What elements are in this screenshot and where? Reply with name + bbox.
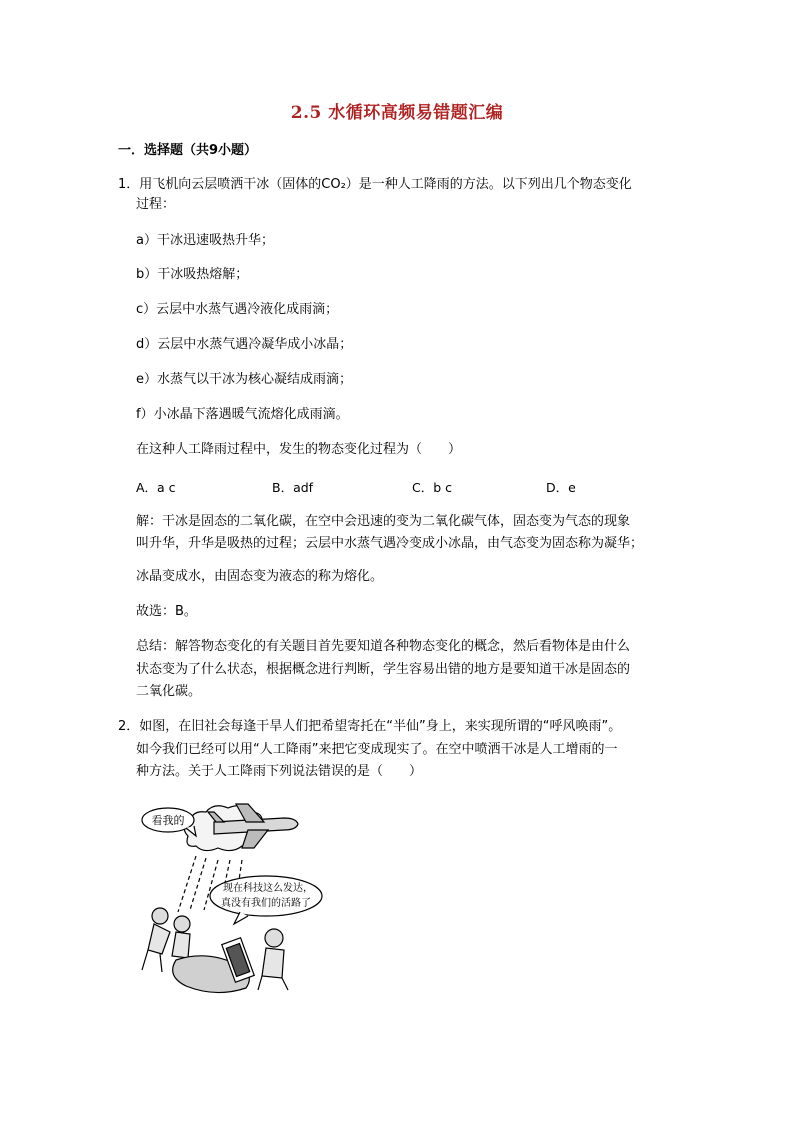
- q1-summary-line1: 总结：解答物态变化的有关题目首先要知道各种物态变化的概念，然后看物体是由什么: [136, 639, 631, 654]
- rain-cartoon-illustration: [136, 800, 336, 998]
- q1-solution-line3: 冰晶变成水，由固态变为液态的称为熔化。: [136, 569, 384, 584]
- q1-question: 在这种人工降雨过程中，发生的物态变化过程为（ ）: [136, 442, 462, 457]
- q1-stem-line1: 1．用飞机向云层喷洒干冰（固体的CO₂）是一种人工降雨的方法。以下列出几个物态变化: [118, 177, 632, 192]
- q2-stem-line3: 种方法。关于人工降雨下列说法错误的是（ ）: [136, 764, 423, 779]
- q2-stem-line2: 如今我们已经可以用“人工降雨”来把它变成现实了。在空中喷洒干冰是人工增雨的一: [136, 742, 618, 757]
- bubble2-text-line2: 真没有我们的活路了: [221, 898, 311, 909]
- q1-answer: 故选：B。: [136, 604, 197, 619]
- q1-stem-line2: 过程：: [136, 197, 176, 212]
- q1-item-a: a）干冰迅速吸热升华；: [136, 233, 274, 248]
- q1-option-a: A．a c: [136, 480, 176, 495]
- q1-summary-line3: 二氧化碳。: [136, 684, 202, 699]
- q1-option-d: D．e: [546, 480, 576, 495]
- section-heading: 一．选择题（共9小题）: [118, 143, 258, 158]
- q1-item-d: d）云层中水蒸气遇冷凝华成小冰晶；: [136, 337, 353, 352]
- q1-item-f: f）小冰晶下落遇暖气流熔化成雨滴。: [136, 407, 349, 422]
- q2-stem-line1: 2．如图，在旧社会每逢干旱人们把希望寄托在“半仙”身上，来实现所谓的“呼风唤雨”。: [118, 719, 622, 734]
- q1-summary-line2: 状态变为了什么状态，根据概念进行判断，学生容易出错的地方是要知道干冰是固态的: [136, 662, 631, 677]
- page-title: 2.5 水循环高频易错题汇编: [290, 103, 504, 123]
- q1-solution-line2: 叫升华，升华是吸热的过程；云层中水蒸气遇冷变成小冰晶，由气态变为固态称为凝华；: [136, 536, 644, 551]
- q1-option-c: C．b c: [412, 480, 453, 495]
- q1-solution-line1: 解：干冰是固态的二氧化碳，在空中会迅速的变为二氧化碳气体，固态变为气态的现象: [136, 514, 631, 529]
- bubble2-text-line1: 现在科技这么发达，: [223, 883, 313, 894]
- bubble1-text: 看我的: [151, 814, 185, 827]
- q1-option-b: B．adf: [272, 480, 314, 495]
- q1-item-c: c）云层中水蒸气遇冷液化成雨滴；: [136, 302, 339, 317]
- q1-item-b: b）干冰吸热熔解；: [136, 267, 249, 282]
- q1-item-e: e）水蒸气以干冰为核心凝结成雨滴；: [136, 372, 352, 387]
